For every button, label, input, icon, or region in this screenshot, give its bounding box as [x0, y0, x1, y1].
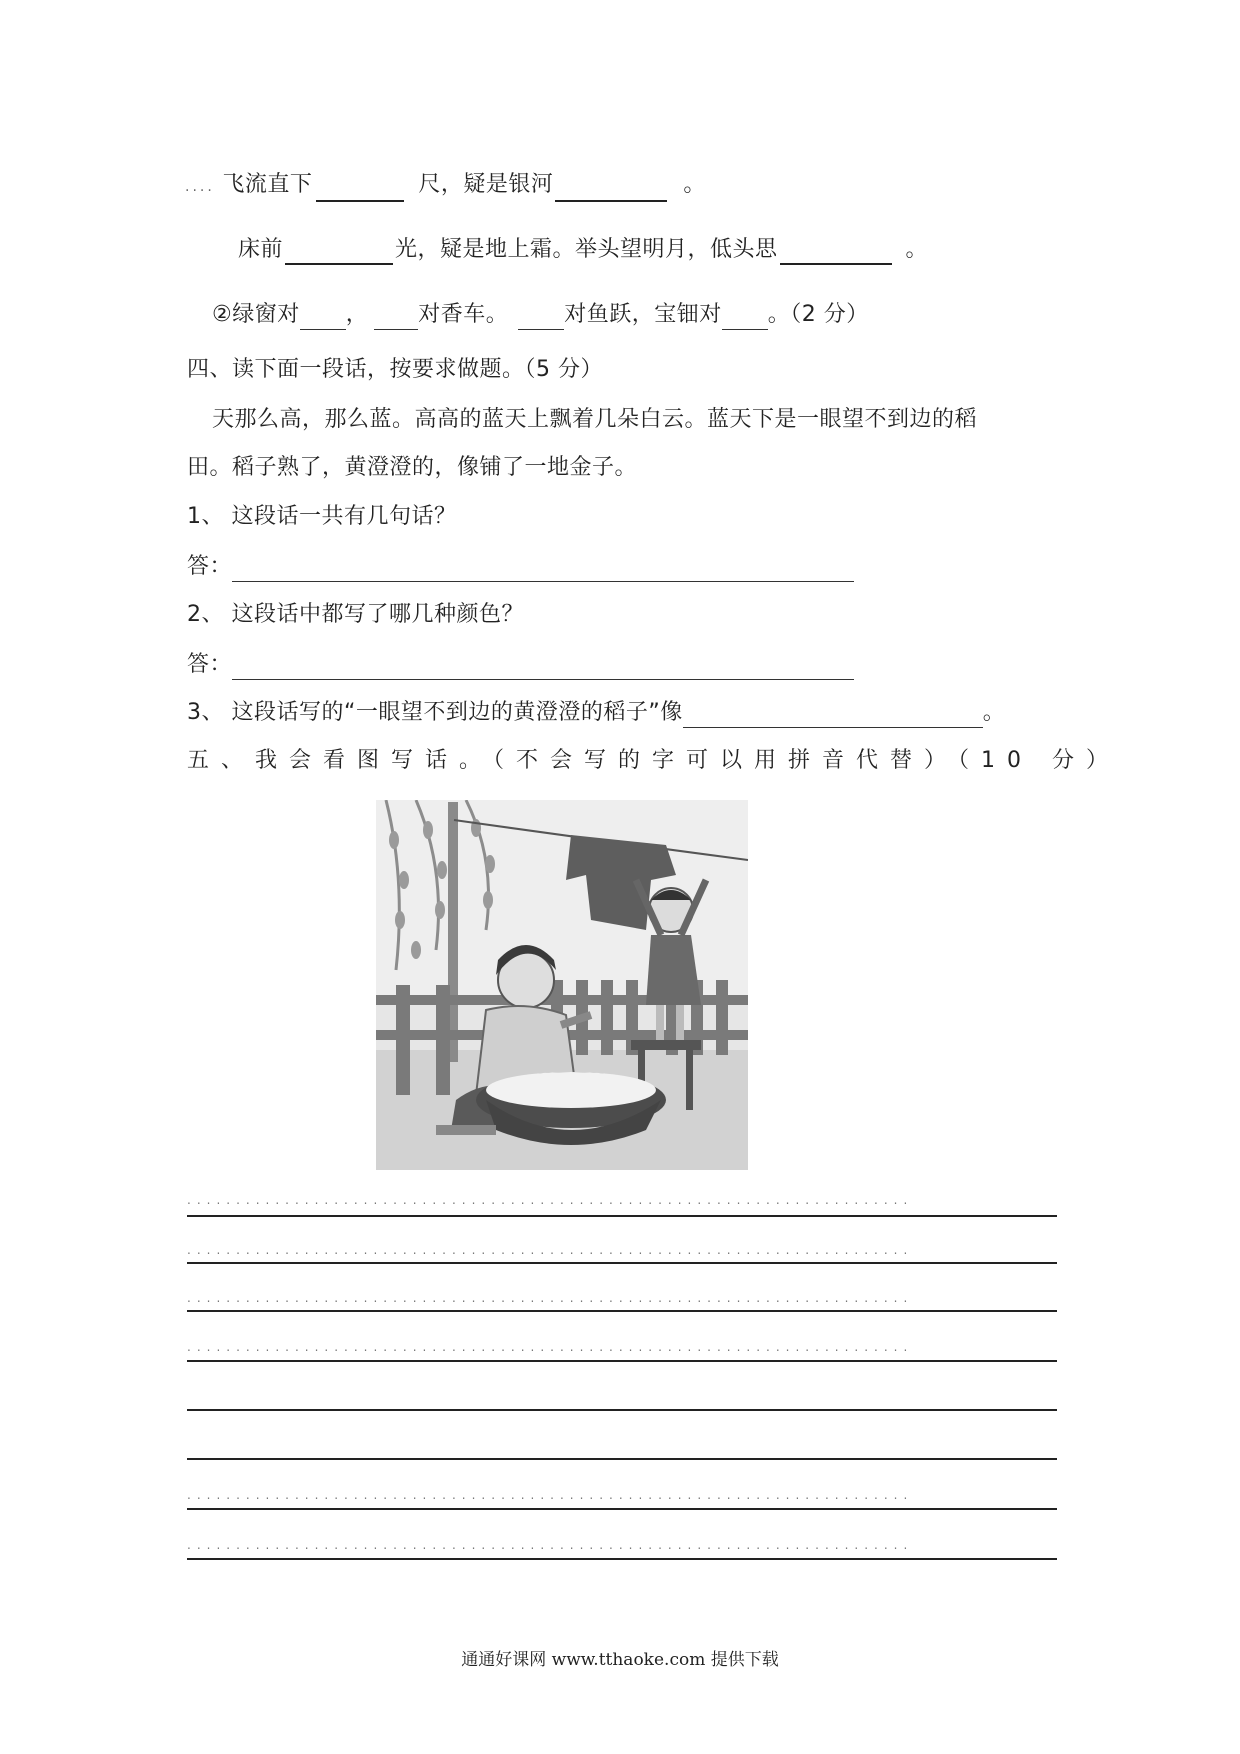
writing-line-2[interactable]	[187, 1262, 1057, 1264]
section-5-title: 五、我会看图写话。（不会写的字可以用拼音代替）（10 分）	[187, 748, 1120, 773]
laundry-picture	[376, 800, 748, 1170]
fill-blank[interactable]	[316, 178, 404, 202]
couplet-text: 。（2 分）	[767, 302, 869, 327]
answer-1-input[interactable]	[232, 559, 854, 582]
couplet-text: ，	[345, 302, 369, 327]
answer-2-input[interactable]	[232, 657, 854, 680]
poem-line-1	[185, 170, 706, 202]
fill-blank[interactable]	[722, 307, 768, 330]
page-footer: 通通好课网 www.tthaoke.com 提供下载	[461, 1650, 779, 1670]
answer-label: 答：	[187, 554, 233, 579]
couplet-text: ②绿窗对	[212, 302, 300, 327]
fill-blank[interactable]	[300, 307, 346, 330]
writing-line-7[interactable]	[187, 1508, 1057, 1510]
writing-line-3[interactable]	[187, 1310, 1057, 1312]
writing-line-4[interactable]	[187, 1360, 1057, 1362]
passage-line-1: 天那么高，那么蓝。高高的蓝天上飘着几朵白云。蓝天下是一眼望不到边的稻	[212, 407, 978, 432]
answer-1	[187, 552, 854, 582]
poem-text: 床前	[238, 237, 284, 262]
fill-blank[interactable]	[374, 307, 418, 330]
dot-leader: ..........................................................................	[187, 1193, 914, 1207]
fill-blank[interactable]	[555, 178, 667, 202]
dot-leader: ..........................................................................	[187, 1340, 914, 1354]
writing-line-5[interactable]	[187, 1409, 1057, 1411]
answer-3-input[interactable]	[683, 705, 983, 728]
couplet-text: 对鱼跃，宝钿对	[564, 302, 722, 327]
question-1: 1、 这段话一共有几句话？	[187, 504, 457, 529]
couplet-text: 对香车。	[418, 302, 509, 327]
answer-label: 答：	[187, 652, 233, 677]
question-3	[187, 698, 1005, 728]
passage-line-2: 田。稻子熟了，黄澄澄的，像铺了一地金子。	[187, 455, 638, 480]
poem-text: 。	[683, 172, 706, 197]
question-2: 2、 这段话中都写了哪几种颜色？	[187, 602, 524, 627]
couplet-line	[212, 300, 869, 330]
poem-text: 光，疑是地上霜。举头望明月，低头思	[395, 237, 778, 262]
fill-blank[interactable]	[285, 241, 393, 265]
dot-leader: ..........................................................................	[187, 1243, 914, 1257]
answer-2	[187, 650, 854, 680]
poem-text: 尺，疑是银河	[418, 172, 554, 197]
writing-line-8[interactable]	[187, 1558, 1057, 1560]
fill-blank[interactable]	[780, 241, 892, 265]
writing-line-6[interactable]	[187, 1458, 1057, 1460]
poem-text: 飞流直下	[222, 172, 313, 197]
dot-leader: ....	[185, 179, 215, 195]
dot-leader: ..........................................................................	[187, 1538, 914, 1552]
dot-leader: ..........................................................................	[187, 1291, 914, 1305]
dot-leader: ..........................................................................	[187, 1488, 914, 1502]
section-4-title: 四、读下面一段话，按要求做题。（5 分）	[187, 357, 603, 382]
question-3-end: 。	[982, 700, 1006, 725]
illustration-mother-daughter-laundry	[376, 800, 748, 1170]
poem-line-2	[238, 235, 928, 265]
question-3-text: 3、 这段话写的“一眼望不到边的黄澄澄的稻子”像	[187, 700, 683, 725]
writing-line-1[interactable]	[187, 1215, 1057, 1217]
poem-text: 。	[905, 237, 929, 262]
fill-blank[interactable]	[518, 307, 564, 330]
